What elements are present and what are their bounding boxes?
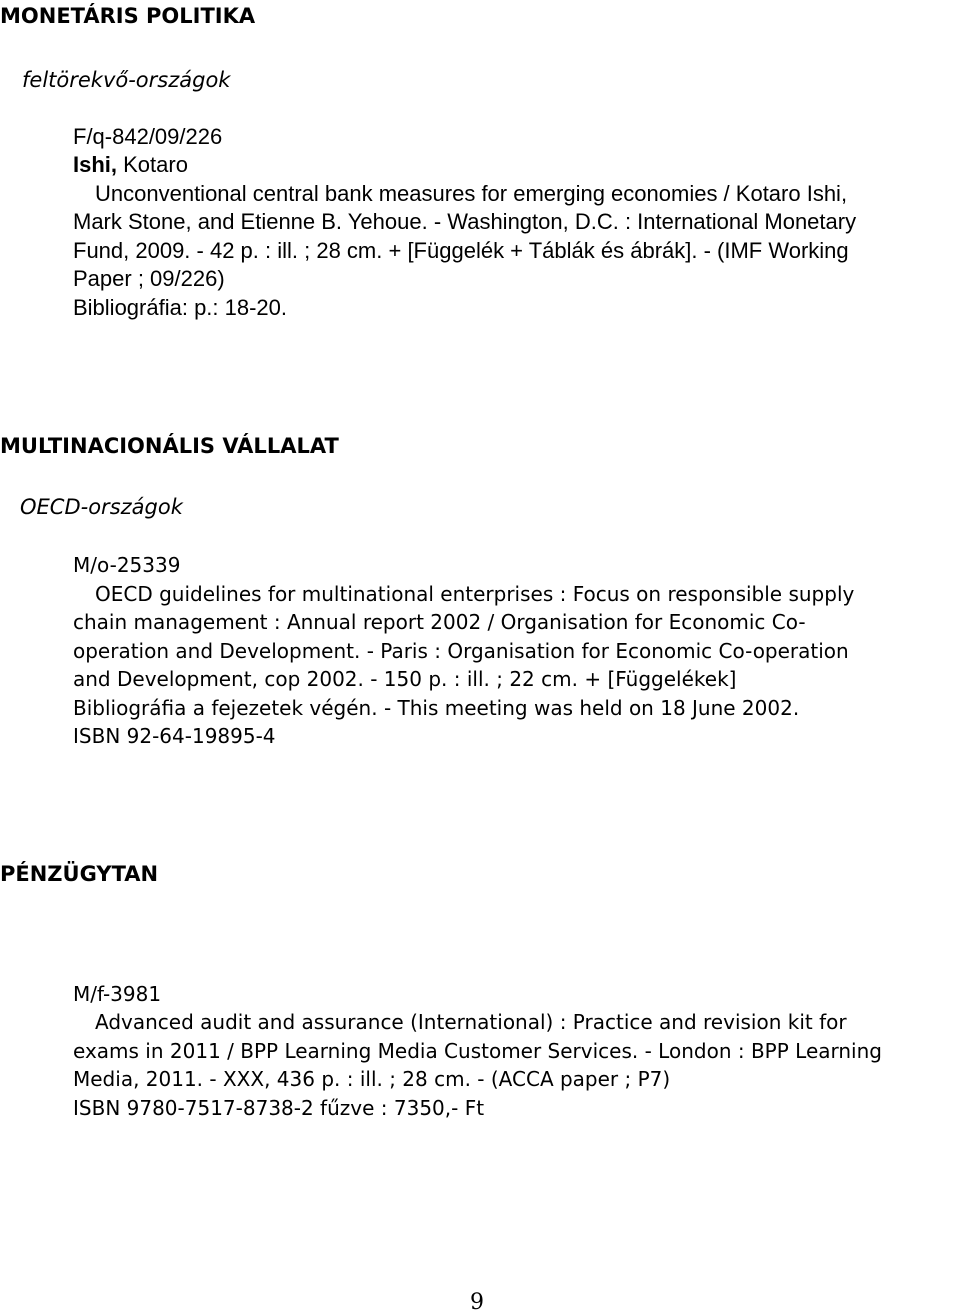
entry-line: OECD guidelines for multinational enterprises : Focus on responsible supply bbox=[95, 582, 855, 606]
entry-code: M/f-3981 bbox=[73, 982, 162, 1006]
author-name: Ishi, bbox=[73, 152, 118, 177]
entry-line: exams in 2011 / BPP Learning Media Customer Services. - London : BPP Learning bbox=[73, 1039, 882, 1063]
entry-line: Bibliográfia: p.: 18-20. bbox=[73, 295, 288, 320]
author-given-name: Kotaro bbox=[117, 152, 188, 177]
section-heading-monetaris-politika: MONETÁRIS POLITIKA bbox=[0, 4, 256, 28]
entry-line: Advanced audit and assurance (International) : Practice and revision kit for bbox=[95, 1010, 847, 1034]
entry-line: and Development, cop 2002. - 150 p. : ill. ; 22 cm. + [Függelékek] bbox=[73, 667, 737, 691]
entry-line: Media, 2011. - XXX, 436 p. : ill. ; 28 cm. - (ACCA paper ; P7) bbox=[73, 1067, 671, 1091]
entry-line: ISBN 92-64-19895-4 bbox=[73, 724, 276, 748]
section-subheading-oecd: OECD-országok bbox=[20, 495, 183, 519]
entry-line: Bibliográfia a fejezetek végén. - This meeting was held on 18 June 2002. bbox=[73, 696, 800, 720]
section-heading-multinacionalis-vallalat: MULTINACIONÁLIS VÁLLALAT bbox=[0, 434, 339, 458]
entry-line: Paper ; 09/226) bbox=[73, 266, 225, 291]
entry-code: M/o-25339 bbox=[73, 553, 181, 577]
entry-line: ISBN 9780-7517-8738-2 fűzve : 7350,- Ft bbox=[73, 1096, 485, 1120]
entry-line: Unconventional central bank measures for emerging economies / Kotaro Ishi, bbox=[95, 181, 848, 206]
section-heading-penzugytan: PÉNZÜGYTAN bbox=[0, 862, 159, 886]
entry-code: F/q-842/09/226 bbox=[73, 124, 223, 149]
entry-line: Fund, 2009. - 42 p. : ill. ; 28 cm. + [Függelék + Táblák és ábrák]. - (IMF Working bbox=[73, 238, 849, 263]
entry-line: operation and Development. - Paris : Organisation for Economic Co-operation bbox=[73, 639, 849, 663]
entry-line: chain management : Annual report 2002 / Organisation for Economic Co- bbox=[73, 610, 806, 634]
section-subheading-feltorekvo: feltörekvő-országok bbox=[22, 68, 231, 92]
entry-author bbox=[73, 152, 188, 178]
page-number: 9 bbox=[470, 1290, 484, 1315]
entry-line: Mark Stone, and Etienne B. Yehoue. - Washington, D.C. : International Monetary bbox=[73, 209, 857, 234]
